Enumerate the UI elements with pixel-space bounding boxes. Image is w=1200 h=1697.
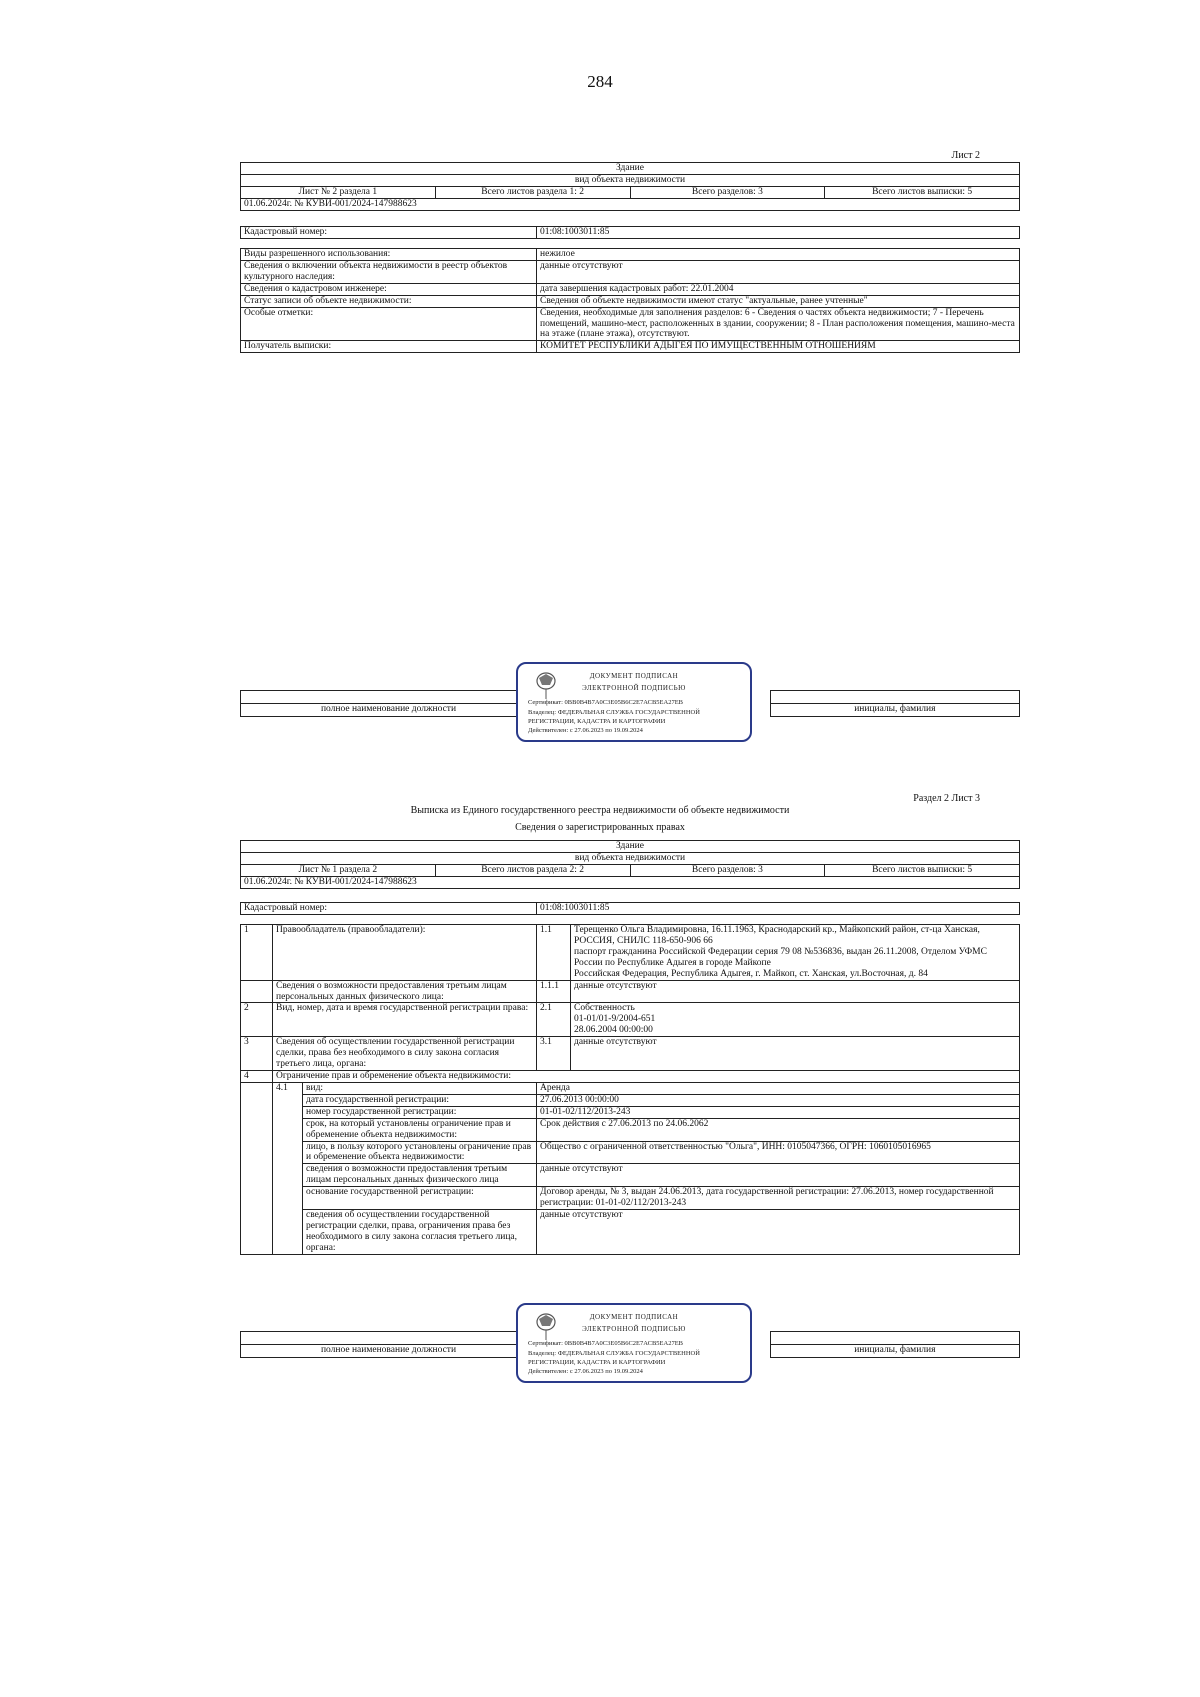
date-number: 01.06.2024г. № КУВИ-001/2024-147988623	[241, 876, 1020, 888]
encumbrance-field: дата государственной регистрации:	[303, 1094, 537, 1106]
header-cell: Всего листов раздела 2: 2	[435, 864, 630, 876]
encumbrance-field: лицо, в пользу которого установлены ограничение прав и обременение объекта недвижимости:	[303, 1141, 537, 1164]
owner-line: Терещенко Ольга Владимировна, 16.11.1963, Краснодарский кр., Майкопский район, ст-ца Ханская, РОССИЯ, СНИЛС 118-650-906 66	[574, 925, 980, 946]
stamp-line: Действителен: с 27.06.2023 по 19.09.2024	[528, 1368, 643, 1375]
row-code: 3.1	[537, 1037, 571, 1071]
encumbrance-value: Срок действия с 27.06.2013 по 24.06.2062	[537, 1118, 1020, 1141]
encumbrance-value: Договор аренды, № 3, выдан 24.06.2013, дата государственной регистрации: 27.06.2013, номер государственной регистрации: 01-01-02/112/2013-243	[537, 1187, 1020, 1210]
sheet3-header	[240, 840, 1020, 889]
object-type: Здание	[241, 841, 1020, 853]
row-number: 4	[241, 1070, 273, 1082]
transaction-value: данные отсутствуют	[571, 1037, 1020, 1071]
encumbrance-field: сведения о возможности предоставления третьим лицам персональных данных физического лица	[303, 1164, 537, 1187]
header-cell: Всего разделов: 3	[630, 864, 825, 876]
row-code: 4.1	[273, 1082, 303, 1254]
cadastral-value: 01:08:1003011:85	[537, 227, 1020, 239]
registration-line: 28.06.2004 00:00:00	[574, 1025, 653, 1036]
sheet-label: Раздел 2 Лист 3	[913, 793, 980, 804]
stamp-line: РЕГИСТРАЦИИ, КАДАСТРА И КАРТОГРАФИИ	[528, 718, 666, 725]
registration-line: 01-01/01-9/2004-651	[574, 1014, 656, 1025]
stamp-title: ДОКУМЕНТ ПОДПИСАН	[589, 1313, 679, 1321]
registration-label: Вид, номер, дата и время государственной регистрации права:	[273, 1003, 537, 1037]
header-cell: Всего листов раздела 1: 2	[435, 186, 630, 198]
owner-line: Российская Федерация, Республика Адыгея, г. Майкоп, ст. Ханская, ул.Восточная, д. 84	[574, 968, 928, 979]
encumbrance-value: данные отсутствуют	[537, 1210, 1020, 1255]
row-value: дата завершения кадастровых работ: 22.01.2004	[537, 283, 1020, 295]
header-cell: Лист № 1 раздела 2	[241, 864, 436, 876]
header-cell: Всего разделов: 3	[630, 186, 825, 198]
stamp-title: ЭЛЕКТРОННОЙ ПОДПИСЬЮ	[582, 1325, 686, 1333]
stamp-title: ЭЛЕКТРОННОЙ ПОДПИСЬЮ	[582, 684, 686, 692]
position-caption: полное наименование должности	[241, 704, 537, 717]
name-caption: инициалы, фамилия	[770, 1345, 1019, 1358]
stamp-line: Действителен: с 27.06.2023 по 19.09.2024	[528, 727, 643, 734]
e-signature-stamp	[516, 1303, 752, 1383]
row-value: нежилое	[537, 249, 1020, 261]
document-title: Выписка из Единого государственного реестра недвижимости об объекте недвижимости	[410, 805, 790, 816]
date-number: 01.06.2024г. № КУВИ-001/2024-147988623	[241, 198, 1020, 210]
document-subtitle: Сведения о зарегистрированных правах	[515, 822, 685, 833]
transaction-label: Сведения об осуществлении государственной регистрации сделки, права без необходимого в силу закона согласия третьего лица, органа:	[273, 1037, 537, 1071]
row-code: 2.1	[537, 1003, 571, 1037]
row-value: Сведения об объекте недвижимости имеют статус "актуальные, ранее учтенные"	[537, 295, 1020, 307]
object-type-caption: вид объекта недвижимости	[241, 174, 1020, 186]
row-value: Сведения, необходимые для заполнения разделов: 6 - Сведения о частях объекта недвижимости; 7 - Перечень помещений, машино-мест, расположенных в здании, сооружении; 8 - План расположения помещения, машино-места на этаже (плане этажа), отсутствуют.	[537, 307, 1020, 341]
encumbrance-value: 01-01-02/112/2013-243	[537, 1106, 1020, 1118]
object-type-caption: вид объекта недвижимости	[241, 852, 1020, 864]
sheet2-details	[240, 248, 1020, 353]
page-number: 284	[587, 72, 613, 91]
personal-data-value: данные отсутствуют	[571, 980, 1020, 1003]
encumbrance-field: сведения об осуществлении государственной регистрации сделки, права, ограничения права без необходимого в силу закона согласия третьего лица, органа:	[303, 1210, 537, 1255]
stamp-line: Сертификат: 0ВВ0В4В7А0С3Е05В6С2Е7АСВ5ЕА27ЕВ	[528, 699, 684, 706]
encumbrance-value: Общество с ограниченной ответственностью "Ольга", ИНН: 0105047366, ОГРН: 1060105016965	[537, 1141, 1020, 1164]
owner-value	[571, 925, 1020, 981]
stamp-line: РЕГИСТРАЦИИ, КАДАСТРА И КАРТОГРАФИИ	[528, 1359, 666, 1366]
encumbrance-value: 27.06.2013 00:00:00	[537, 1094, 1020, 1106]
row-label: Статус записи об объекте недвижимости:	[241, 295, 537, 307]
row-label: Виды разрешенного использования:	[241, 249, 537, 261]
header-cell: Лист № 2 раздела 1	[241, 186, 436, 198]
header-cell: Всего листов выписки: 5	[825, 186, 1020, 198]
row-label: Сведения о кадастровом инженере:	[241, 283, 537, 295]
sheet3-cadastral	[240, 902, 1020, 915]
owner-label: Правообладатель (правообладатели):	[273, 925, 537, 981]
row-value: данные отсутствуют	[537, 260, 1020, 283]
stamp-line: Владелец: ФЕДЕРАЛЬНАЯ СЛУЖБА ГОСУДАРСТВЕННОЙ	[528, 709, 700, 716]
personal-data-label: Сведения о возможности предоставления третьим лицам персональных данных физического лица:	[273, 980, 537, 1003]
row-label: Особые отметки:	[241, 307, 537, 341]
registration-value	[571, 1003, 1020, 1037]
header-cell: Всего листов выписки: 5	[825, 864, 1020, 876]
encumbrance-label: Ограничение прав и обременение объекта недвижимости:	[273, 1070, 1020, 1082]
row-number: 2	[241, 1003, 273, 1037]
encumbrance-field: основание государственной регистрации:	[303, 1187, 537, 1210]
e-signature-stamp	[516, 662, 752, 742]
sheet-label: Лист 2	[951, 150, 980, 161]
registration-line: Собственность	[574, 1003, 635, 1014]
row-value: КОМИТЕТ РЕСПУБЛИКИ АДЫГЕЯ ПО ИМУЩЕСТВЕННЫМ ОТНОШЕНИЯМ	[537, 341, 1020, 353]
encumbrance-field: вид:	[303, 1082, 537, 1094]
rights-table	[240, 924, 1020, 1255]
encumbrance-field: номер государственной регистрации:	[303, 1106, 537, 1118]
encumbrance-value: данные отсутствуют	[537, 1164, 1020, 1187]
row-number: 3	[241, 1037, 273, 1071]
stamp-line: Владелец: ФЕДЕРАЛЬНАЯ СЛУЖБА ГОСУДАРСТВЕННОЙ	[528, 1350, 700, 1357]
cadastral-label: Кадастровый номер:	[241, 227, 537, 239]
row-code: 1.1.1	[537, 980, 571, 1003]
object-type: Здание	[241, 163, 1020, 175]
sheet2-table	[240, 162, 1020, 211]
stamp-line: Сертификат: 0ВВ0В4В7А0С3Е05В6С2Е7АСВ5ЕА27ЕВ	[528, 1340, 684, 1347]
cadastral-label: Кадастровый номер:	[241, 903, 537, 915]
position-caption: полное наименование должности	[241, 1345, 537, 1358]
sheet2-cadastral	[240, 226, 1020, 239]
cadastral-value: 01:08:1003011:85	[537, 903, 1020, 915]
stamp-title: ДОКУМЕНТ ПОДПИСАН	[589, 672, 679, 680]
row-label: Получатель выписки:	[241, 341, 537, 353]
owner-line: паспорт гражданина Российской Федерации серия 79 08 №536836, выдан 26.11.2008, Отделом УФМС России по Республике Адыгея в городе Майкопе	[574, 946, 987, 968]
name-caption: инициалы, фамилия	[770, 704, 1019, 717]
row-number: 1	[241, 925, 273, 981]
encumbrance-value: Аренда	[537, 1082, 1020, 1094]
row-label: Сведения о включении объекта недвижимости в реестр объектов культурного наследия:	[241, 260, 537, 283]
row-code: 1.1	[537, 925, 571, 981]
encumbrance-field: срок, на который установлены ограничение прав и обременение объекта недвижимости:	[303, 1118, 537, 1141]
